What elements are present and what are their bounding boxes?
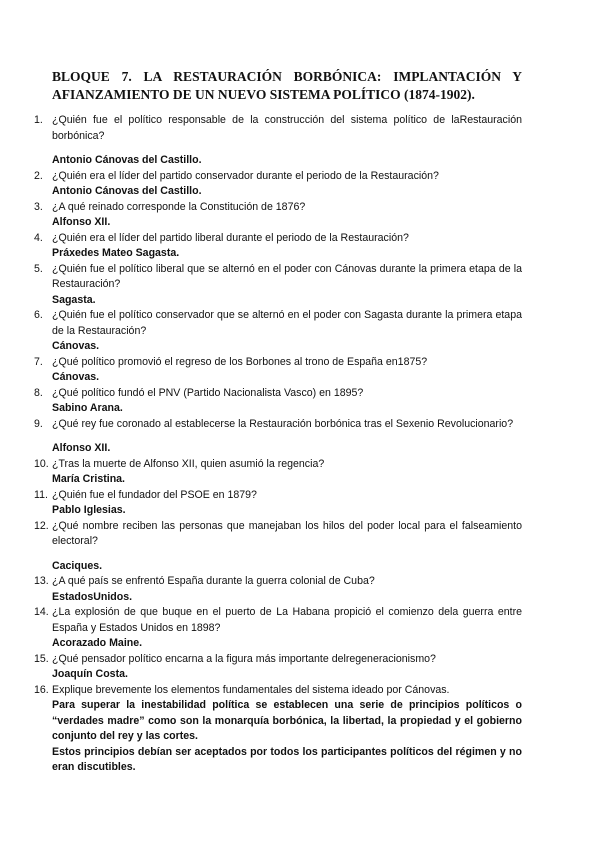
item-number: 4. (34, 231, 43, 244)
question-text: ¿Qué rey fue coronado al establecerse la Restauración borbónica tras el Sexenio Revolucionario? (52, 417, 514, 430)
answer-text: Pablo Iglesias. (52, 504, 126, 516)
question-text: ¿A qué país se enfrentó España durante la guerra colonial de Cuba? (52, 575, 375, 587)
item-number: 7. (34, 355, 43, 368)
item-number: 1. (34, 114, 43, 126)
answer-text: Antonio Cánovas del Castillo. (52, 185, 202, 197)
question-text: ¿Quién fue el fundador del PSOE en 1879? (52, 488, 257, 501)
item-number: 13. (34, 575, 49, 587)
item-number: 12. (34, 519, 49, 532)
answer-text: Sagasta. (52, 293, 96, 306)
answer-text: Acorazado Maine. (52, 637, 143, 649)
item-number: 6. (34, 309, 43, 321)
answer-text: Práxedes Mateo Sagasta. (52, 247, 180, 259)
question-text: ¿A qué reinado corresponde la Constitución de 1876? (52, 200, 306, 213)
list-item (34, 169, 522, 200)
item-number: 11. (34, 488, 48, 501)
question-list (34, 113, 522, 776)
question-text: Explique brevemente los elementos fundamentales del sistema ideado por Cánovas. (52, 683, 450, 696)
answer-text: Joaquín Costa. (52, 668, 128, 680)
list-item (34, 200, 522, 231)
item-number: 14. (34, 606, 49, 618)
item-number: 9. (34, 417, 43, 430)
question-text: ¿Quién fue el político liberal que se alternó en el poder con Cánovas durante la primera etapa de la Restauración? (52, 262, 522, 290)
answer-text: Antonio Cánovas del Castillo. (52, 154, 202, 166)
question-text: ¿La explosión de que buque en el puerto de La Habana propició el comienzo dela guerra entre España y Estados Unidos en 1898? (52, 606, 522, 634)
answer-text: Sabino Arana. (52, 402, 123, 414)
list-item (34, 488, 522, 519)
list-item (34, 355, 522, 386)
question-text: ¿Qué político promovió el regreso de los Borbones al trono de España en1875? (52, 355, 428, 368)
item-number: 5. (34, 262, 43, 275)
page-title: BLOQUE 7. LA RESTAURACIÓN BORBÓNICA: IMPLANTACIÓN Y AFIANZAMIENTO DE UN NUEVO SISTEMA POLÍTICO (1874-1902). (52, 69, 522, 102)
list-item (34, 308, 522, 355)
list-item (34, 386, 522, 417)
answer-text: María Cristina. (52, 473, 126, 485)
question-text: ¿Quién fue el político responsable de la construcción del sistema político de laRestauración borbónica? (52, 114, 522, 142)
list-item (34, 231, 522, 262)
question-text: ¿Quién era el líder del partido conservador durante el periodo de la Restauración? (52, 169, 439, 182)
item-number: 2. (34, 169, 43, 182)
list-item (34, 417, 522, 457)
answer-text: Caciques. (52, 559, 103, 572)
list-item (34, 457, 522, 488)
answer-text: EstadosUnidos. (52, 590, 133, 603)
item-number: 16. (34, 683, 49, 696)
answer-text: Alfonso XII. (52, 216, 111, 228)
list-item (34, 683, 522, 776)
item-number: 15. (34, 652, 49, 665)
list-item (34, 519, 522, 575)
question-text: ¿Qué pensador político encarna a la figura más importante delregeneracionismo? (52, 652, 436, 665)
item-number: 8. (34, 386, 43, 399)
answer-text: Alfonso XII. (52, 442, 111, 454)
question-text: ¿Quién fue el político conservador que se alternó en el poder con Sagasta durante la primera etapa de la Restauración? (52, 309, 522, 337)
question-text: ¿Qué nombre reciben las personas que manejaban los hilos del poder local para el falseamiento electoral? (52, 519, 522, 547)
answer-text: Cánovas. (52, 371, 100, 383)
answer-paragraph: Para superar la inestabilidad política se establecen una serie de principios políticos o “verdades madre” como son la monarquía borbónica, la libertad, la propiedad y el gobierno conjunto del rey y las cortes. (52, 699, 522, 742)
list-item (34, 262, 522, 309)
list-item (34, 652, 522, 683)
answer-paragraph: Estos principios debían ser aceptados por todos los participantes políticos del régimen y no eran discutibles. (52, 745, 522, 773)
item-number: 10. (34, 457, 49, 470)
question-text: ¿Qué político fundó el PNV (Partido Nacionalista Vasco) en 1895? (52, 386, 364, 399)
list-item (34, 113, 522, 169)
question-text: ¿Quién era el líder del partido liberal durante el periodo de la Restauración? (52, 231, 409, 244)
list-item (34, 574, 522, 605)
question-text: ¿Tras la muerte de Alfonso XII, quien asumió la regencia? (52, 457, 325, 470)
answer-16 (52, 698, 522, 776)
item-number: 3. (34, 200, 43, 213)
list-item (34, 605, 522, 652)
answer-text: Cánovas. (52, 340, 100, 352)
